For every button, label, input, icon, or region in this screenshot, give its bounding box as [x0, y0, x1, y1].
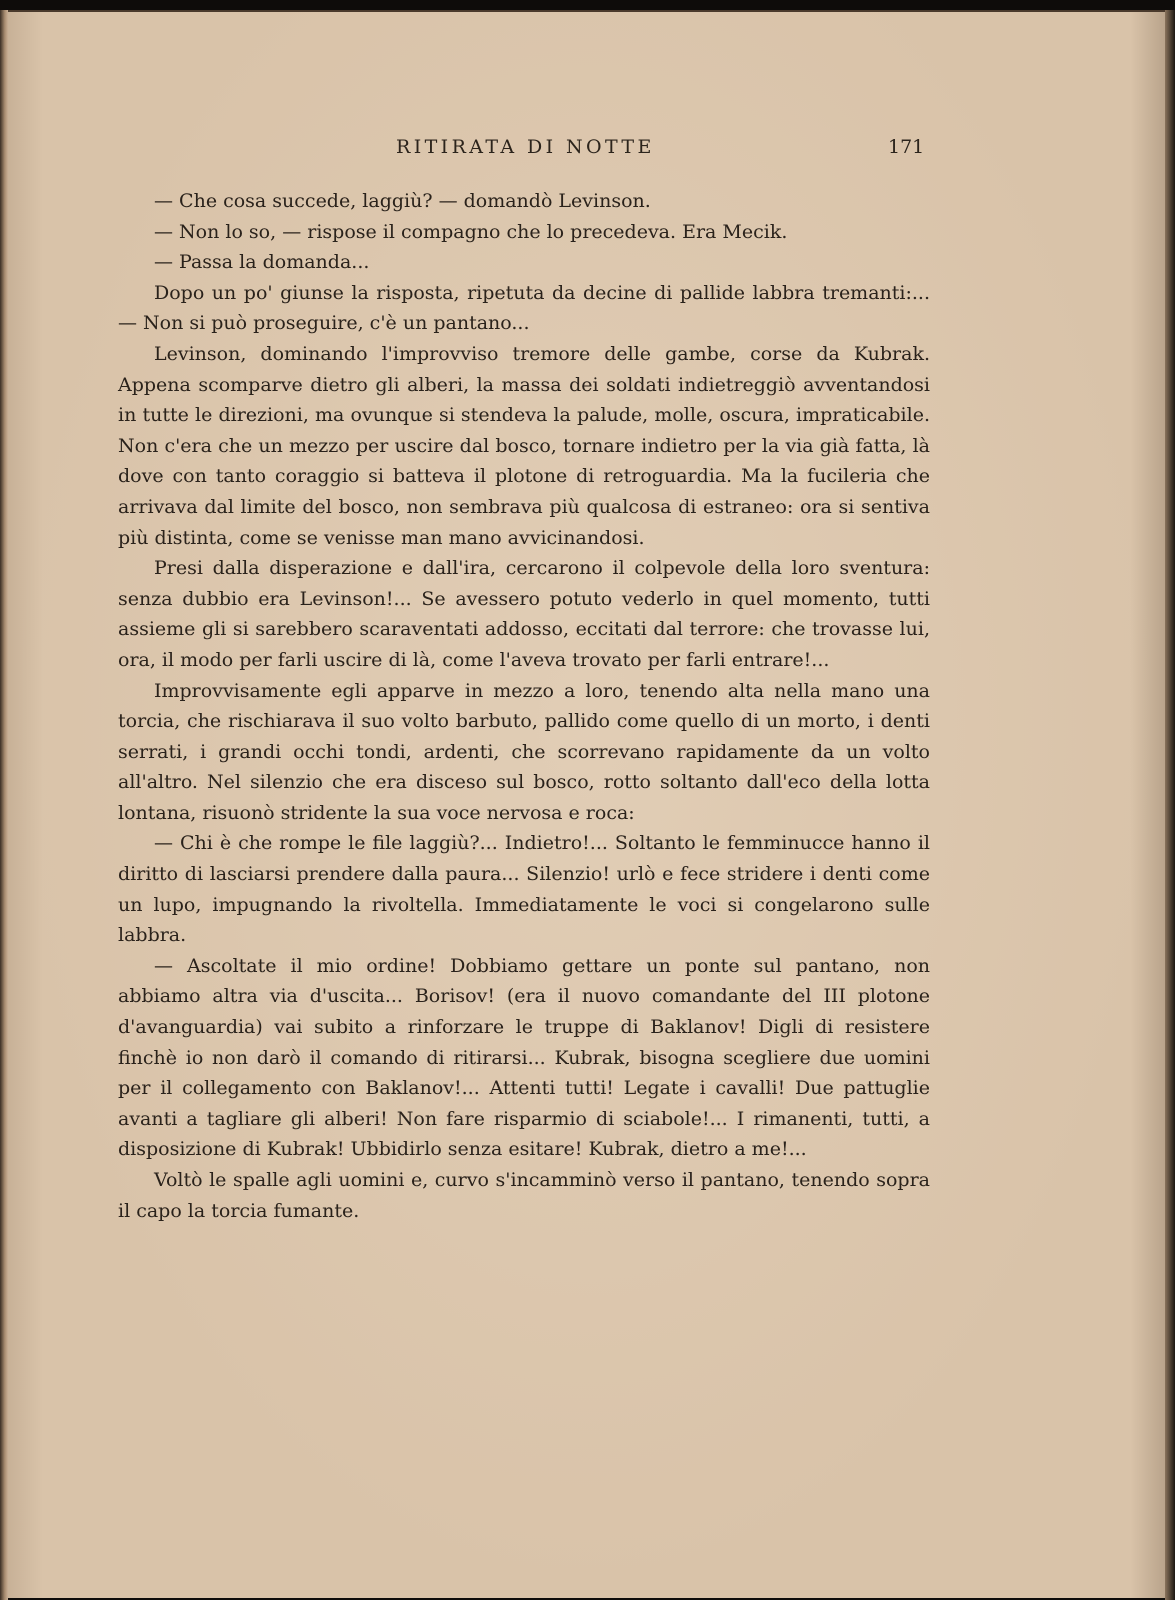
paragraph: Presi dalla disperazione e dall'ira, cercarono il colpevole della loro sventura: senza dubbio era Levinson!... Se avessero potuto vederlo in quel momento, tutti assieme gli si sarebbero scaraventati addosso, eccitati dal terrore: che trovasse lui, ora, il modo per farli uscire di là, come l'aveva trovato per farli entrare!...	[118, 557, 930, 671]
book-gutter-left	[0, 10, 8, 1600]
paragraph: — Che cosa succede, laggiù? — domandò Levinson.	[154, 190, 651, 212]
paragraph: — Chi è che rompe le file laggiù?... Indietro!... Soltanto le femminucce hanno il diritto di lasciarsi prendere dalla paura... Silenzio! urlò e fece stridere i denti come un lupo, impugnando la rivoltella. Immediatamente le voci si congelarono sulle labbra.	[118, 832, 930, 947]
page-number: 171	[888, 136, 925, 158]
paragraph: Levinson, dominando l'improvviso tremore delle gambe, corse da Kubrak. Appena scomparve dietro gli alberi, la massa dei soldati indietreggiò avventandosi in tutte le direzioni, ma ovunque si stendeva la palude, molle, oscura, impraticabile. Non c'era che un mezzo per uscire dal bosco, tornare indietro per la via già fatta, là dove con tanto coraggio si batteva il plotone di retroguardia. Ma la fucileria che arrivava dal limite del bosco, non sembrava più qualcosa di estraneo: ora si sentiva più distinta, come se venisse man mano avvicinandosi.	[118, 342, 930, 549]
body-text	[118, 186, 930, 1226]
paragraph: Improvvisamente egli apparve in mezzo a loro, tenendo alta nella mano una torcia, che rischiarava il suo volto barbuto, pallido come quello di un morto, i denti serrati, i grandi occhi tondi, ardenti, che scorrevano rapidamente da un volto all'altro. Nel silenzio che era disceso sul bosco, rotto soltanto dall'eco della lotta lontana, risuonò stridente la sua voce nervosa e roca:	[118, 679, 930, 824]
paragraph: — Passa la domanda...	[154, 251, 370, 274]
paragraph: Dopo un po' giunse la risposta, ripetuta da decine di pallide labbra tremanti:... — Non si può proseguire, c'è un pantano...	[118, 281, 930, 335]
book-page	[8, 10, 1165, 1598]
book-edge-right	[1165, 10, 1175, 1600]
paragraph: — Ascoltate il mio ordine! Dobbiamo gettare un ponte sul pantano, non abbiamo altra via d'uscita... Borisov! (era il nuovo comandante del III plotone d'avanguardia) vai subito a rinforzare le truppe di Baklanov! Digli di resistere finchè io non darò il comando di ritirarsi... Kubrak, bisogna scegliere due uomini per il collegamento con Baklanov!... Attenti tutti! Legate i cavalli! Due pattuglie avanti a tagliare gli alberi! Non fare risparmio di sciabole!... I rimanenti, tutti, a disposizione di Kubrak! Ubbidirlo senza esitare! Kubrak, dietro a me!...	[118, 954, 930, 1161]
paragraph: Voltò le spalle agli uomini e, curvo s'incamminò verso il pantano, tenendo sopra il capo la torcia fumante.	[118, 1169, 930, 1222]
paragraph: — Non lo so, — rispose il compagno che lo precedeva. Era Mecik.	[154, 220, 788, 243]
running-title: RITIRATA DI NOTTE	[396, 136, 655, 158]
page-header	[8, 136, 1165, 166]
